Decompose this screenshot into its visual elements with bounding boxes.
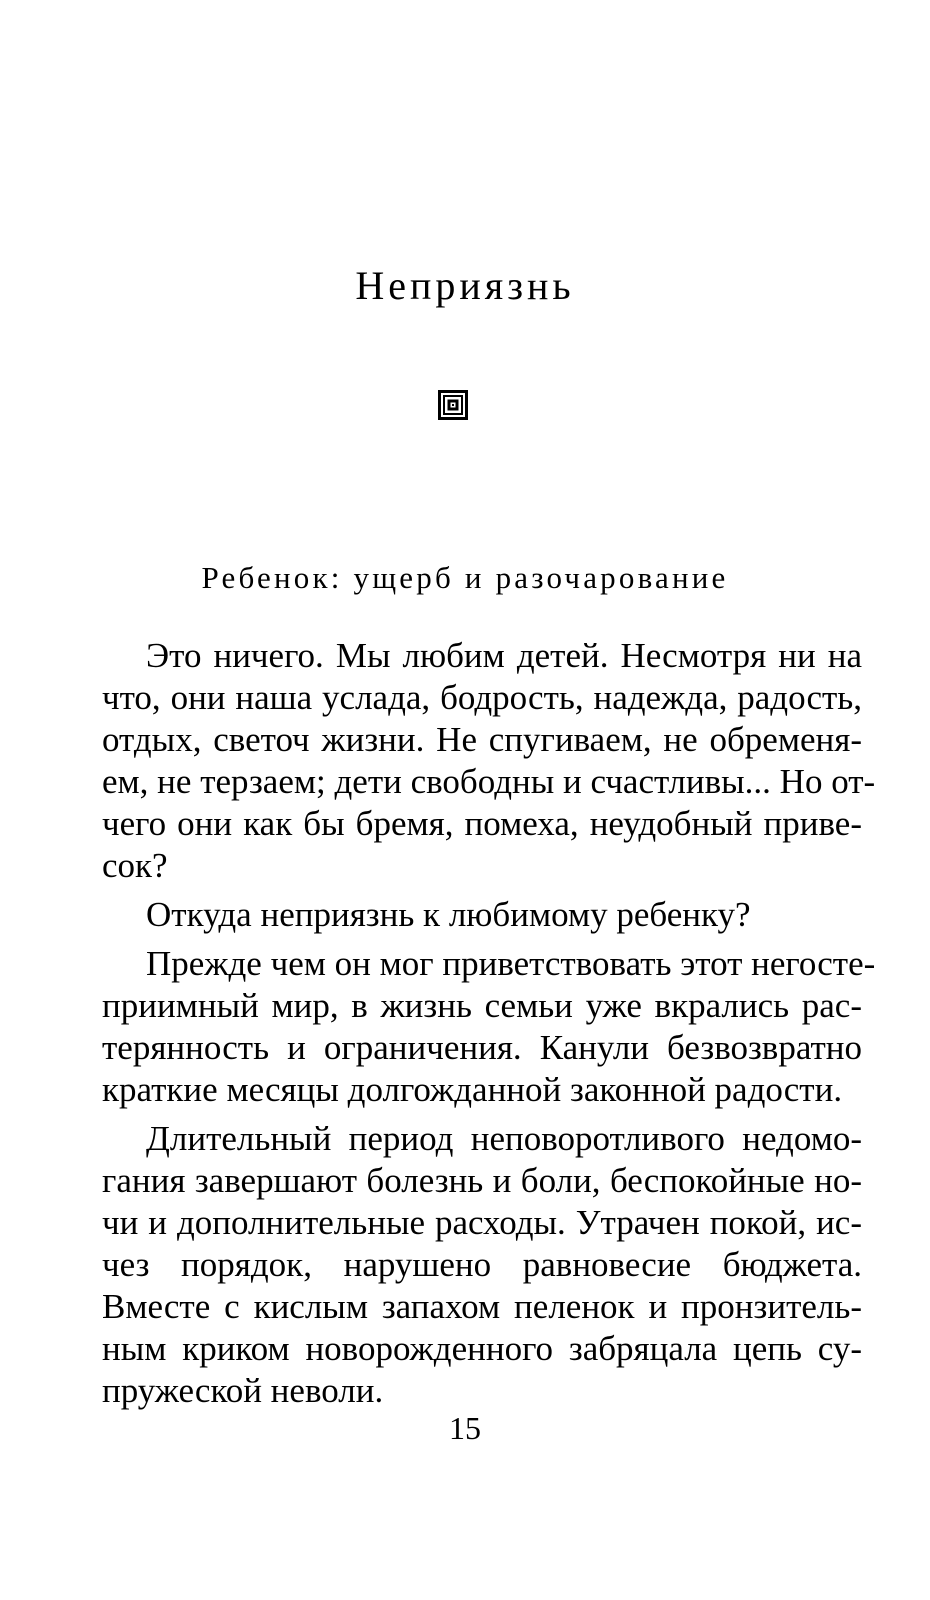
text-line: Длительный период неповоротливого недомо-: [146, 1119, 862, 1158]
text-line: сок?: [102, 846, 168, 885]
text-line: отдых, светоч жизни. Не спугиваем, не обременя-: [102, 720, 862, 759]
text-line: Это ничего. Мы любим детей. Несмотря ни на: [146, 636, 862, 675]
paragraph: [62, 1118, 862, 1412]
chapter-title: Неприязнь: [355, 263, 575, 308]
body-text: [62, 635, 876, 1419]
text-line: чего они как бы бремя, помеха, неудобный приве-: [102, 804, 862, 843]
page-number: 15: [449, 1410, 481, 1446]
text-line: Вместе с кислым запахом пеленок и пронзитель-: [102, 1287, 862, 1326]
text-line: чез порядок, нарушено равновесие бюджета.: [102, 1245, 862, 1284]
section-title: Ребенок: ущерб и разочарование: [201, 560, 729, 595]
text-line: что, они наша услада, бодрость, надежда, радость,: [102, 678, 862, 717]
text-line: ным криком новорожденного забряцала цепь су-: [102, 1329, 862, 1368]
text-line: ем, не терзаем; дети свободны и счастливы... Но от-: [102, 762, 876, 801]
text-line: приимный мир, в жизнь семьи уже вкрались рас-: [102, 986, 862, 1025]
text-line: пружеской неволи.: [102, 1371, 384, 1410]
text-line: Откуда неприязнь к любимому ребенку?: [146, 895, 751, 934]
paragraph: [62, 894, 862, 936]
text-line: терянность и ограничения. Канули безвозвратно: [102, 1028, 862, 1067]
paragraph: [62, 943, 876, 1111]
text-line: гания завершают болезнь и боли, беспокойные но-: [102, 1161, 862, 1200]
text-line: краткие месяцы долгожданной законной радости.: [102, 1070, 843, 1109]
text-line: чи и дополнительные расходы. Утрачен покой, ис-: [102, 1203, 862, 1242]
paragraph: [62, 635, 876, 887]
text-line: Прежде чем он мог приветствовать этот негосте-: [146, 944, 876, 983]
square-ornament-icon: [438, 390, 468, 420]
